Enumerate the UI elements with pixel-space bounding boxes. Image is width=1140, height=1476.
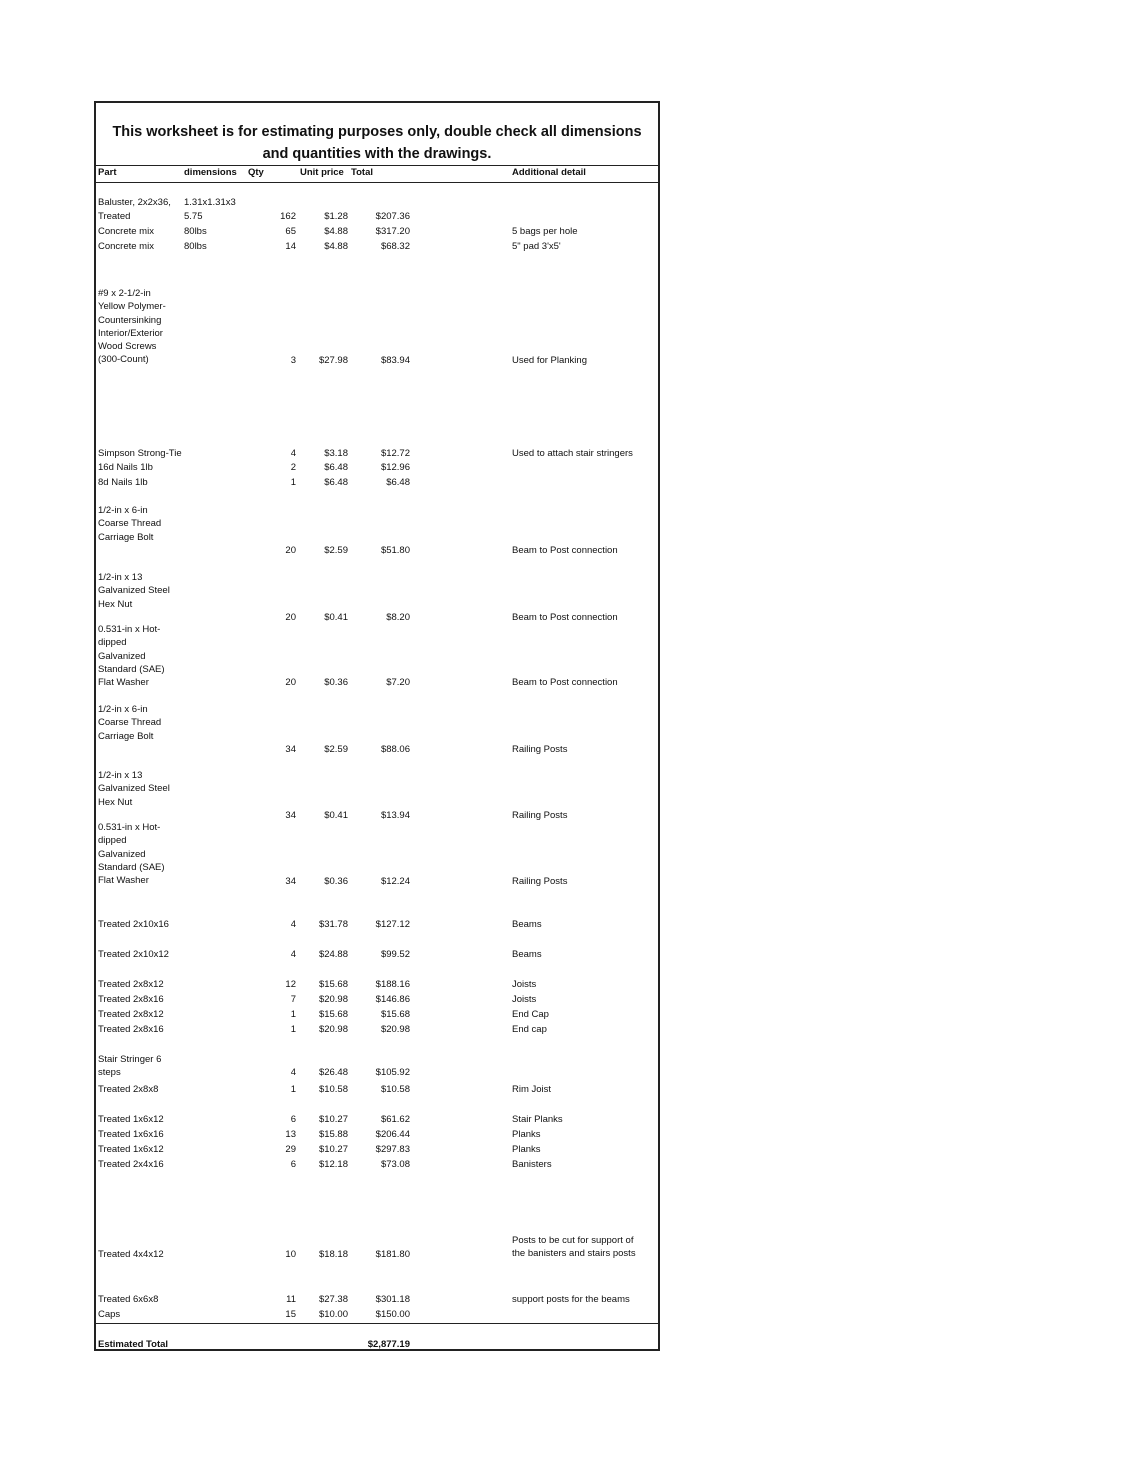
total-cell: $13.94 <box>380 810 410 821</box>
qty-cell: 6 <box>290 1114 296 1125</box>
part-cell: 0.531-in x Hot- dipped Galvanized Standard (SAE) Flat Washer <box>98 624 165 689</box>
part-cell: Caps <box>98 1309 121 1320</box>
header-additional-detail: Additional detail <box>512 167 586 178</box>
unit-price-cell: $4.88 <box>324 226 348 237</box>
unit-price-cell: $2.59 <box>324 545 348 556</box>
detail-cell: Planks <box>512 1144 541 1155</box>
qty-cell: 34 <box>285 876 296 887</box>
unit-price-cell: $6.48 <box>324 462 348 473</box>
part-cell: Treated 2x10x12 <box>98 949 169 960</box>
header-divider-top <box>96 165 658 166</box>
unit-price-cell: $20.98 <box>318 994 348 1005</box>
total-cell: $188.16 <box>375 979 410 990</box>
detail-cell: Rim Joist <box>512 1084 552 1095</box>
unit-price-cell: $15.68 <box>318 979 348 990</box>
unit-price-cell: $27.38 <box>318 1294 348 1305</box>
qty-cell: 4 <box>290 448 296 459</box>
total-cell: $301.18 <box>375 1294 410 1305</box>
part-cell: Treated <box>98 211 131 222</box>
qty-cell: 7 <box>290 994 296 1005</box>
total-cell: $83.94 <box>380 355 410 366</box>
detail-cell: End cap <box>512 1024 547 1035</box>
dimensions-cell: 80lbs <box>184 226 207 237</box>
total-cell: $20.98 <box>380 1024 410 1035</box>
total-cell: $12.24 <box>380 876 410 887</box>
detail-cell: Beam to Post connection <box>512 545 618 556</box>
qty-cell: 6 <box>290 1159 296 1170</box>
unit-price-cell: $12.18 <box>318 1159 348 1170</box>
qty-cell: 4 <box>290 1067 296 1078</box>
qty-cell: 29 <box>285 1144 296 1155</box>
qty-cell: 1 <box>290 477 296 488</box>
detail-cell: Beam to Post connection <box>512 612 618 623</box>
unit-price-cell: $6.48 <box>324 477 348 488</box>
total-cell: $88.06 <box>380 744 410 755</box>
worksheet-title: This worksheet is for estimating purposes only, double check all dimensions and quantities with the drawings. <box>112 124 642 162</box>
total-cell: $15.68 <box>380 1009 410 1020</box>
detail-cell: Railing Posts <box>512 744 568 755</box>
part-cell: Treated 2x4x16 <box>98 1159 164 1170</box>
qty-cell: 4 <box>290 919 296 930</box>
header-dimensions: dimensions <box>184 167 237 178</box>
detail-cell: Railing Posts <box>512 876 568 887</box>
part-cell: Treated 1x6x12 <box>98 1114 164 1125</box>
unit-price-cell: $18.18 <box>318 1249 348 1260</box>
total-cell: $150.00 <box>375 1309 410 1320</box>
part-cell: Concrete mix <box>98 226 154 237</box>
header-divider-bottom <box>96 182 658 183</box>
header-total: Total <box>351 167 373 178</box>
unit-price-cell: $10.27 <box>318 1144 348 1155</box>
total-cell: $8.20 <box>386 612 410 623</box>
unit-price-cell: $3.18 <box>324 448 348 459</box>
total-cell: $10.58 <box>380 1084 410 1095</box>
part-cell: Treated 4x4x12 <box>98 1249 164 1260</box>
estimated-total-label: Estimated Total <box>98 1339 169 1350</box>
part-cell: 1/2-in x 6-in Coarse Thread Carriage Bolt <box>98 704 162 742</box>
unit-price-cell: $1.28 <box>324 211 348 222</box>
detail-cell: Joists <box>512 979 537 990</box>
worksheet <box>94 101 660 1351</box>
detail-cell: Posts to be cut for support of the banisters and stairs posts <box>512 1235 636 1260</box>
qty-cell: 12 <box>285 979 296 990</box>
unit-price-cell: $0.41 <box>324 612 348 623</box>
qty-cell: 11 <box>286 1294 296 1305</box>
header-part: Part <box>98 167 117 178</box>
detail-cell: Beams <box>512 949 542 960</box>
total-cell: $206.44 <box>375 1129 410 1140</box>
detail-cell: Banisters <box>512 1159 552 1170</box>
dimensions-cell: 1.31x1.31x3 <box>184 197 236 208</box>
part-cell: Treated 6x6x8 <box>98 1294 159 1305</box>
total-cell: $181.80 <box>375 1249 410 1260</box>
unit-price-cell: $0.36 <box>324 876 348 887</box>
total-cell: $6.48 <box>386 477 410 488</box>
total-cell: $146.86 <box>375 994 410 1005</box>
total-cell: $317.20 <box>375 226 410 237</box>
part-cell: Concrete mix <box>98 241 154 252</box>
total-cell: $297.83 <box>375 1144 410 1155</box>
unit-price-cell: $27.98 <box>318 355 348 366</box>
detail-cell: Joists <box>512 994 537 1005</box>
part-cell: 1/2-in x 6-in Coarse Thread Carriage Bolt <box>98 505 162 543</box>
detail-cell: Used for Planking <box>512 355 587 366</box>
part-cell: Treated 2x8x12 <box>98 1009 164 1020</box>
qty-cell: 1 <box>290 1009 296 1020</box>
detail-cell: Planks <box>512 1129 541 1140</box>
unit-price-cell: $0.36 <box>324 677 348 688</box>
part-cell: Treated 1x6x16 <box>98 1129 164 1140</box>
total-cell: $61.62 <box>380 1114 410 1125</box>
detail-cell: Used to attach stair stringers <box>512 448 633 459</box>
total-cell: $12.96 <box>380 462 410 473</box>
detail-cell: Beams <box>512 919 542 930</box>
detail-cell: Stair Planks <box>512 1114 563 1125</box>
part-cell: Treated 2x10x16 <box>98 919 169 930</box>
part-cell: Baluster, 2x2x36, <box>98 197 171 208</box>
unit-price-cell: $20.98 <box>318 1024 348 1035</box>
part-cell: Simpson Strong-Tie <box>98 448 182 459</box>
qty-cell: 65 <box>285 226 296 237</box>
qty-cell: 1 <box>290 1084 296 1095</box>
qty-cell: 34 <box>285 744 296 755</box>
part-cell: Treated 2x8x8 <box>98 1084 159 1095</box>
dimensions-cell: 80lbs <box>184 241 207 252</box>
unit-price-cell: $4.88 <box>324 241 348 252</box>
unit-price-cell: $24.88 <box>318 949 348 960</box>
unit-price-cell: $31.78 <box>318 919 348 930</box>
qty-cell: 10 <box>285 1249 296 1260</box>
qty-cell: 13 <box>285 1129 296 1140</box>
qty-cell: 1 <box>290 1024 296 1035</box>
part-cell: Treated 1x6x12 <box>98 1144 164 1155</box>
total-cell: $105.92 <box>375 1067 410 1078</box>
detail-cell: 5 bags per hole <box>512 226 578 237</box>
part-cell: Treated 2x8x16 <box>98 1024 164 1035</box>
total-cell: $51.80 <box>380 545 410 556</box>
part-cell: #9 x 2-1/2-in Yellow Polymer- Countersinking Interior/Exterior Wood Screws (300-Count) <box>98 288 166 366</box>
detail-cell: End Cap <box>512 1009 549 1020</box>
dimensions-cell: 5.75 <box>184 211 203 222</box>
detail-cell: support posts for the beams <box>512 1294 630 1305</box>
total-cell: $207.36 <box>375 211 410 222</box>
unit-price-cell: $26.48 <box>318 1067 348 1078</box>
qty-cell: 20 <box>285 677 296 688</box>
header-qty: Qty <box>248 167 264 178</box>
total-cell: $68.32 <box>380 241 410 252</box>
total-divider <box>96 1323 658 1324</box>
total-cell: $7.20 <box>386 677 410 688</box>
unit-price-cell: $2.59 <box>324 744 348 755</box>
unit-price-cell: $10.27 <box>318 1114 348 1125</box>
qty-cell: 2 <box>290 462 296 473</box>
total-cell: $73.08 <box>380 1159 410 1170</box>
qty-cell: 162 <box>280 211 296 222</box>
qty-cell: 34 <box>285 810 296 821</box>
unit-price-cell: $15.88 <box>318 1129 348 1140</box>
qty-cell: 14 <box>285 241 296 252</box>
estimated-total-value: $2,877.19 <box>367 1339 410 1350</box>
detail-cell: Beam to Post connection <box>512 677 618 688</box>
part-cell: 0.531-in x Hot- dipped Galvanized Standard (SAE) Flat Washer <box>98 822 165 887</box>
unit-price-cell: $10.58 <box>318 1084 348 1095</box>
total-cell: $12.72 <box>380 448 410 459</box>
part-cell: 16d Nails 1lb <box>98 462 153 473</box>
part-cell: 8d Nails 1lb <box>98 477 148 488</box>
part-cell: 1/2-in x 13 Galvanized Steel Hex Nut <box>98 770 170 808</box>
qty-cell: 3 <box>290 355 296 366</box>
part-cell: Treated 2x8x16 <box>98 994 164 1005</box>
detail-cell: 5" pad 3'x5' <box>512 241 561 252</box>
qty-cell: 20 <box>285 612 296 623</box>
qty-cell: 20 <box>285 545 296 556</box>
total-cell: $127.12 <box>375 919 410 930</box>
unit-price-cell: $15.68 <box>318 1009 348 1020</box>
qty-cell: 15 <box>285 1309 296 1320</box>
unit-price-cell: $10.00 <box>318 1309 348 1320</box>
unit-price-cell: $0.41 <box>324 810 348 821</box>
part-cell: Stair Stringer 6 steps <box>98 1054 162 1079</box>
total-cell: $99.52 <box>380 949 410 960</box>
qty-cell: 4 <box>290 949 296 960</box>
part-cell: 1/2-in x 13 Galvanized Steel Hex Nut <box>98 572 170 610</box>
part-cell: Treated 2x8x12 <box>98 979 164 990</box>
header-unit-price: Unit price <box>300 167 344 178</box>
detail-cell: Railing Posts <box>512 810 568 821</box>
